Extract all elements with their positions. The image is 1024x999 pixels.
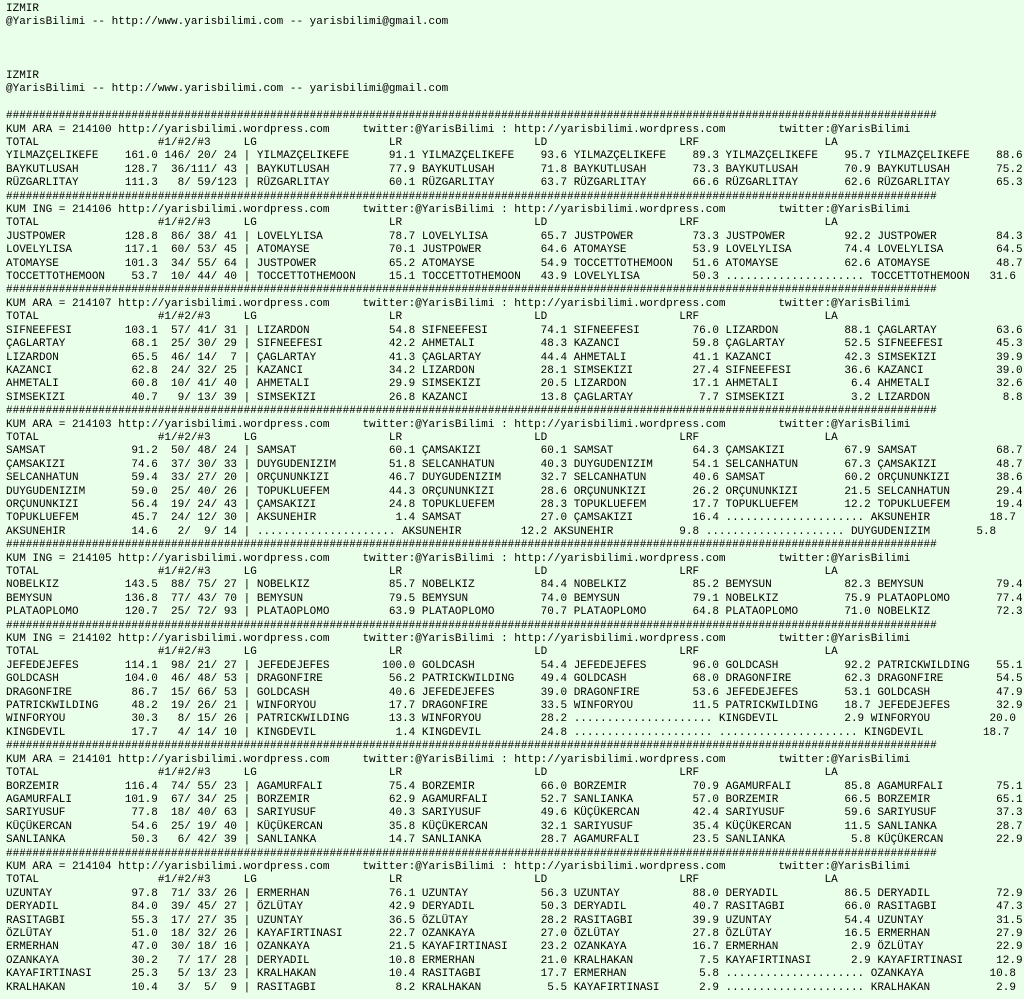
column-header-line: TOTAL #1/#2/#3 LG LR LD LRF LA xyxy=(6,646,838,659)
column-header-line: TOTAL #1/#2/#3 LG LR LD LRF LA xyxy=(6,217,838,230)
result-row: PATRICKWILDING 48.2 19/ 26/ 21 | WINFORYOU 17.7 DRAGONFIRE 33.5 WINFORYOU 11.5 PATRICKWILDING 18.7 JEFEDEJEFES 32.9 xyxy=(6,700,1023,713)
result-row: LOVELYLISA 117.1 60/ 53/ 45 | ATOMAYSE 70.1 JUSTPOWER 64.6 ATOMAYSE 53.9 LOVELYLISA 74.4 LOVELYLISA 64.5 xyxy=(6,244,1023,257)
header-contact: @YarisBilimi -- http://www.yarisbilimi.com -- yarisbilimi@gmail.com xyxy=(6,83,449,96)
result-row: TOPUKLUEFEM 45.7 24/ 12/ 30 | AKSUNEHIR 1.4 SAMSAT 27.0 ÇAMSAKIZI 16.4 ..................... AKSUNEHIR 18.7 xyxy=(6,512,1016,525)
separator-line: ############################################################################################################################################# xyxy=(6,740,937,753)
result-row: DERYADIL 84.0 39/ 45/ 27 | ÖZLÜTAY 42.9 DERYADIL 50.3 DERYADIL 40.7 RASITAGBI 66.0 RASITAGBI 47.3 xyxy=(6,901,1023,914)
result-row: ORÇUNUNKIZI 56.4 19/ 24/ 43 | ÇAMSAKIZI 24.8 TOPUKLUEFEM 28.3 TOPUKLUEFEM 17.7 TOPUKLUEFEM 12.2 TOPUKLUEFEM 19.4 xyxy=(6,498,1023,511)
result-row: JUSTPOWER 128.8 86/ 38/ 41 | LOVELYLISA 78.7 LOVELYLISA 65.7 JUSTPOWER 73.3 JUSTPOWER 92.2 JUSTPOWER 84.3 xyxy=(6,230,1023,243)
result-row: RASITAGBI 55.3 17/ 27/ 35 | UZUNTAY 36.5 ÖZLÜTAY 28.2 RASITAGBI 39.9 UZUNTAY 54.4 UZUNTAY 31.5 xyxy=(6,914,1023,927)
result-row: AHMETALI 60.8 10/ 41/ 40 | AHMETALI 29.9 SIMSEKIZI 20.5 LIZARDON 17.1 AHMETALI 6.4 AHMETALI 32.6 xyxy=(6,378,1023,391)
result-row: ATOMAYSE 101.3 34/ 55/ 64 | JUSTPOWER 65.2 ATOMAYSE 54.9 TOCCETTOTHEMOON 51.6 ATOMAYSE 62.6 ATOMAYSE 48.7 xyxy=(6,257,1023,270)
separator-line: ############################################################################################################################################# xyxy=(6,110,937,123)
separator-line: ############################################################################################################################################# xyxy=(6,619,937,632)
column-header-line: TOTAL #1/#2/#3 LG LR LD LRF LA xyxy=(6,137,838,149)
result-row: PLATAOPLOMO 120.7 25/ 72/ 93 | PLATAOPLOMO 63.9 PLATAOPLOMO 70.7 PLATAOPLOMO 64.8 PLATAOPLOMO 71.0 NOBELKIZ 72.3 xyxy=(6,606,1023,619)
column-header-line: TOTAL #1/#2/#3 LG LR LD LRF LA xyxy=(6,874,838,887)
separator-line: ############################################################################################################################################# xyxy=(6,847,937,860)
result-row: NOBELKIZ 143.5 88/ 75/ 27 | NOBELKIZ 85.7 NOBELKIZ 84.4 NOBELKIZ 85.2 BEMYSUN 82.3 BEMYSUN 79.4 xyxy=(6,579,1023,592)
race-header-line: KUM ARA = 214101 http://yarisbilimi.wordpress.com twitter:@YarisBilimi : http://yarisbilimi.wordpress.com twitter:@YarisBilimi xyxy=(6,753,911,766)
result-row: LIZARDON 65.5 46/ 14/ 7 | ÇAGLARTAY 41.3 ÇAGLARTAY 44.4 AHMETALI 41.1 KAZANCI 42.3 SIMSEKIZI 39.9 xyxy=(6,351,1023,364)
result-row: KAZANCI 62.8 24/ 32/ 25 | KAZANCI 34.2 LIZARDON 28.1 SIMSEKIZI 27.4 SIFNEEFESI 36.6 KAZANCI 39.0 xyxy=(6,364,1023,377)
header-city: IZMIR xyxy=(6,3,40,15)
result-row: SIFNEEFESI 103.1 57/ 41/ 31 | LIZARDON 54.8 SIFNEEFESI 74.1 SIFNEEFESI 76.0 LIZARDON 88.1 ÇAGLARTAY 63.6 xyxy=(6,324,1023,337)
column-header-line: TOTAL #1/#2/#3 LG LR LD LRF LA xyxy=(6,566,838,578)
separator-line: ############################################################################################################################################# xyxy=(6,405,937,418)
result-row: WINFORYOU 30.3 8/ 15/ 26 | PATRICKWILDING 13.3 WINFORYOU 28.2 ..................... KINGDEVIL 2.9 WINFORYOU 20.0 xyxy=(6,713,1016,726)
race-header-line: KUM ING = 214105 http://yarisbilimi.wordpress.com twitter:@YarisBilimi : http://yarisbilimi.wordpress.com twitter:@YarisBilimi xyxy=(6,552,911,565)
spacer xyxy=(6,97,1024,110)
separator-line: ############################################################################################################################################# xyxy=(6,539,937,552)
result-row: BORZEMIR 116.4 74/ 55/ 23 | AGAMURFALI 75.4 BORZEMIR 66.0 BORZEMIR 70.9 AGAMURFALI 85.8 AGAMURFALI 75.1 xyxy=(6,780,1023,793)
result-row: TOCCETTOTHEMOON 53.7 10/ 44/ 40 | TOCCETTOTHEMOON 15.1 TOCCETTOTHEMOON 43.9 LOVELYLISA 50.3 ..................... TOCCETTOTHEMOON 31.6 xyxy=(6,271,1016,284)
header-contact: @YarisBilimi -- http://www.yarisbilimi.com -- yarisbilimi@gmail.com xyxy=(6,16,449,29)
spacer xyxy=(6,43,1024,56)
column-header-line: TOTAL #1/#2/#3 LG LR LD LRF LA xyxy=(6,311,838,324)
result-row: SAMSAT 91.2 50/ 48/ 24 | SAMSAT 60.1 ÇAMSAKIZI 60.1 SAMSAT 64.3 ÇAMSAKIZI 67.9 SAMSAT 68.7 xyxy=(6,445,1023,458)
result-row: DRAGONFIRE 86.7 15/ 66/ 53 | GOLDCASH 40.6 JEFEDEJEFES 39.0 DRAGONFIRE 53.6 JEFEDEJEFES 53.1 GOLDCASH 47.9 xyxy=(6,686,1023,699)
result-row: GOLDCASH 104.0 46/ 48/ 53 | DRAGONFIRE 56.2 PATRICKWILDING 49.4 GOLDCASH 68.0 DRAGONFIRE 62.3 DRAGONFIRE 54.5 xyxy=(6,673,1023,686)
result-row: DUYGUDENIZIM 59.0 25/ 40/ 26 | TOPUKLUEFEM 44.3 ORÇUNUNKIZI 28.6 ORÇUNUNKIZI 26.2 ORÇUNUNKIZI 21.5 SELCANHATUN 29.4 xyxy=(6,485,1023,498)
result-row: KAYAFIRTINASI 25.3 5/ 13/ 23 | KRALHAKAN 10.4 RASITAGBI 17.7 ERMERHAN 5.8 ..................... OZANKAYA 10.8 xyxy=(6,968,1016,981)
result-row: ERMERHAN 47.0 30/ 18/ 16 | OZANKAYA 21.5 KAYAFIRTINASI 23.2 OZANKAYA 16.7 ERMERHAN 2.9 ÖZLÜTAY 22.9 xyxy=(6,941,1023,954)
race-blocks xyxy=(6,110,1024,995)
result-row: SIMSEKIZI 40.7 9/ 13/ 39 | SIMSEKIZI 26.8 KAZANCI 13.8 ÇAGLARTAY 7.7 SIMSEKIZI 3.2 LIZARDON 8.8 xyxy=(6,391,1023,404)
column-header-line: TOTAL #1/#2/#3 LG LR LD LRF LA xyxy=(6,767,838,780)
result-row: ÖZLÜTAY 51.0 18/ 32/ 26 | KAYAFIRTINASI 22.7 OZANKAYA 27.0 ÖZLÜTAY 27.8 ÖZLÜTAY 16.5 ERMERHAN 27.9 xyxy=(6,927,1023,940)
column-header-line: TOTAL #1/#2/#3 LG LR LD LRF LA xyxy=(6,431,838,444)
result-row: OZANKAYA 30.2 7/ 17/ 28 | DERYADIL 10.8 ERMERHAN 21.0 KRALHAKAN 7.5 KAYAFIRTINASI 2.9 KAYAFIRTINASI 12.9 xyxy=(6,954,1023,967)
race-header-line: KUM ARA = 214104 http://yarisbilimi.wordpress.com twitter:@YarisBilimi : http://yarisbilimi.wordpress.com twitter:@YarisBilimi xyxy=(6,860,911,873)
result-row: RÜZGARLITAY 111.3 8/ 59/123 | RÜZGARLITAY 60.1 RÜZGARLITAY 63.7 RÜZGARLITAY 66.6 RÜZGARLITAY 62.6 RÜZGARLITAY 65.3 xyxy=(6,177,1023,190)
result-row: KRALHAKAN 10.4 3/ 5/ 9 | RASITAGBI 8.2 KRALHAKAN 5.5 KAYAFIRTINASI 2.9 ..................... KRALHAKAN 2.9 xyxy=(6,981,1016,994)
race-header-line: KUM ARA = 214107 http://yarisbilimi.wordpress.com twitter:@YarisBilimi : http://yarisbilimi.wordpress.com twitter:@YarisBilimi xyxy=(6,297,911,310)
result-row: JEFEDEJEFES 114.1 98/ 21/ 27 | JEFEDEJEFES 100.0 GOLDCASH 54.4 JEFEDEJEFES 96.0 GOLDCASH 92.2 PATRICKWILDING 55.1 xyxy=(6,659,1023,672)
result-row: ÇAMSAKIZI 74.6 37/ 30/ 33 | DUYGUDENIZIM 51.8 SELCANHATUN 40.3 DUYGUDENIZIM 54.1 SELCANHATUN 67.3 ÇAMSAKIZI 48.7 xyxy=(6,458,1023,471)
header-city: IZMIR xyxy=(6,69,40,82)
result-row: KÜÇÜKERCAN 54.6 25/ 19/ 40 | KÜÇÜKERCAN 35.8 KÜÇÜKERCAN 32.1 SARIYUSUF 35.4 KÜÇÜKERCAN 11.5 SANLIANKA 28.7 xyxy=(6,820,1023,833)
result-row: ÇAGLARTAY 68.1 25/ 30/ 29 | SIFNEEFESI 42.2 AHMETALI 48.3 KAZANCI 59.8 ÇAGLARTAY 52.5 SIFNEEFESI 45.3 xyxy=(6,338,1023,351)
race-header-line: KUM ARA = 214103 http://yarisbilimi.wordpress.com twitter:@YarisBilimi : http://yarisbilimi.wordpress.com twitter:@YarisBilimi xyxy=(6,418,911,431)
result-row: KINGDEVIL 17.7 4/ 14/ 10 | KINGDEVIL 1.4 KINGDEVIL 24.8 ..................... ..................... KINGDEVIL 18.7 xyxy=(6,726,1010,739)
result-row: AGAMURFALI 101.9 67/ 34/ 25 | BORZEMIR 62.9 AGAMURFALI 52.7 SANLIANKA 57.0 BORZEMIR 66.5 BORZEMIR 65.1 xyxy=(6,793,1023,806)
result-row: BEMYSUN 136.8 77/ 43/ 70 | BEMYSUN 79.5 BEMYSUN 74.0 BEMYSUN 79.1 NOBELKIZ 75.9 PLATAOPLOMO 77.4 xyxy=(6,592,1023,605)
result-row: SELCANHATUN 59.4 33/ 27/ 20 | ORÇUNUNKIZI 46.7 DUYGUDENIZIM 32.7 SELCANHATUN 40.6 SAMSAT 60.2 ORÇUNUNKIZI 38.6 xyxy=(6,472,1023,485)
separator-line: ############################################################################################################################################# xyxy=(6,284,937,297)
result-row: UZUNTAY 97.8 71/ 33/ 26 | ERMERHAN 76.1 UZUNTAY 56.3 UZUNTAY 88.0 DERYADIL 86.5 DERYADIL 72.9 xyxy=(6,887,1023,900)
race-header-line: KUM ING = 214102 http://yarisbilimi.wordpress.com twitter:@YarisBilimi : http://yarisbilimi.wordpress.com twitter:@YarisBilimi xyxy=(6,633,911,646)
race-header-line: KUM ING = 214106 http://yarisbilimi.wordpress.com twitter:@YarisBilimi : http://yarisbilimi.wordpress.com twitter:@YarisBilimi xyxy=(6,204,911,217)
spacer xyxy=(6,57,1024,70)
spacer xyxy=(6,30,1024,43)
race-header-line: KUM ARA = 214100 http://yarisbilimi.wordpress.com twitter:@YarisBilimi : http://yarisbilimi.wordpress.com twitter:@YarisBilimi xyxy=(6,123,911,136)
result-row: SARIYUSUF 77.8 18/ 40/ 63 | SARIYUSUF 40.3 SARIYUSUF 49.6 KÜÇÜKERCAN 42.4 SARIYUSUF 59.6 SARIYUSUF 37.3 xyxy=(6,807,1023,820)
separator-line: ############################################################################################################################################# xyxy=(6,190,937,203)
result-row: AKSUNEHIR 14.6 2/ 9/ 14 | ..................... AKSUNEHIR 12.2 AKSUNEHIR 9.8 ..................... DUYGUDENIZIM 5.8 xyxy=(6,525,997,538)
result-row: BAYKUTLUSAH 128.7 36/111/ 43 | BAYKUTLUSAH 77.9 BAYKUTLUSAH 71.8 BAYKUTLUSAH 73.3 BAYKUTLUSAH 70.9 BAYKUTLUSAH 75.2 xyxy=(6,163,1023,176)
result-row: YILMAZÇELIKEFE 161.0 146/ 20/ 24 | YILMAZÇELIKEFE 91.1 YILMAZÇELIKEFE 93.6 YILMAZÇELIKEFE 89.3 YILMAZÇELIKEFE 95.7 YILMAZÇELIKEFE 88.6 xyxy=(6,150,1023,163)
result-row: SANLIANKA 50.3 6/ 42/ 39 | SANLIANKA 14.7 SANLIANKA 28.7 AGAMURFALI 23.5 SANLIANKA 5.8 KÜÇÜKERCAN 22.9 xyxy=(6,834,1023,847)
